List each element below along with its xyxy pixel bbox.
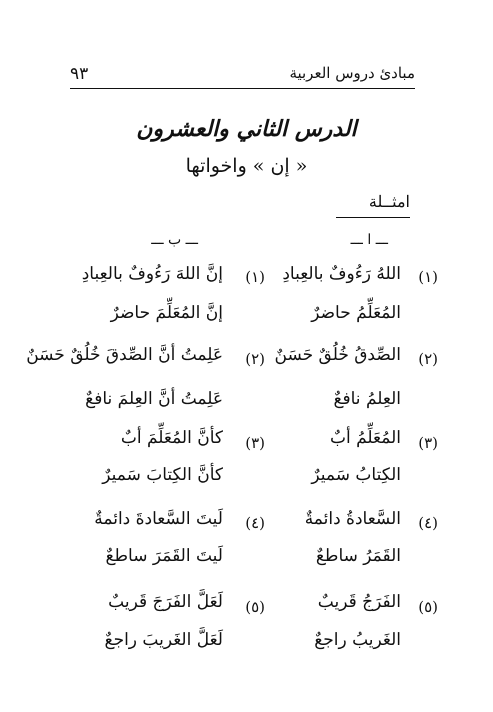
column-a-sentence: المُعَلِّمُ حاضرٌ: [311, 303, 401, 323]
example-number: (١): [418, 268, 438, 286]
examples-underline: [336, 217, 410, 218]
column-a-label: ـــ ا ـــ: [350, 232, 388, 248]
column-b-sentence: كأنَّ المُعَلِّمَ أبٌ: [120, 428, 223, 448]
page-number: ٩٣: [70, 64, 89, 84]
column-b-sentence: إنَّ المُعَلِّمَ حاضرٌ: [110, 303, 223, 323]
examples-label: امثــلة: [368, 192, 410, 211]
column-b-sentence: لَيتَ القَمَرَ ساطعٌ: [105, 546, 223, 566]
column-b-sentence: لَيتَ السَّعادةَ دائمةٌ: [94, 509, 223, 529]
book-title: مبادئ دروس العربية: [289, 64, 415, 82]
column-b-sentence: كأنَّ الكِتابَ سَميرٌ: [102, 465, 223, 485]
column-b-label: ـــ ب ـــ: [151, 232, 198, 248]
column-b-sentence: عَلِمتُ أنَّ العِلمَ نافعٌ: [85, 389, 223, 409]
column-a-sentence: السَّعادةُ دائمةٌ: [304, 509, 401, 529]
example-number: (٥): [418, 598, 438, 616]
column-a-sentence: القَمَرُ ساطعٌ: [315, 546, 401, 566]
column-a-sentence: اللهُ رَءُوفٌ بالعِبادِ: [282, 264, 401, 284]
column-a-sentence: العِلمُ نافعٌ: [333, 389, 401, 409]
example-number: (٤): [418, 514, 438, 532]
example-number: (٣): [245, 434, 265, 452]
example-number: (٣): [418, 434, 438, 452]
example-number: (٥): [245, 598, 265, 616]
page-header: [70, 62, 415, 88]
column-a-sentence: المُعَلِّمُ أبٌ: [329, 428, 401, 448]
lesson-subtitle: « إن » واخواتها: [185, 155, 308, 177]
header-rule: [70, 88, 415, 89]
column-b-sentence: إنَّ اللهَ رَءُوفٌ بالعِبادِ: [81, 264, 223, 284]
column-b-sentence: عَلِمتُ أنَّ الصِّدقَ خُلُقٌ حَسَنٌ: [26, 345, 223, 365]
lesson-title: الدرس الثاني والعشرون: [136, 116, 357, 142]
example-number: (٢): [245, 350, 265, 368]
column-a-sentence: الغَريبُ راجعٌ: [314, 630, 401, 650]
column-a-sentence: الفَرَجُ قَريبٌ: [317, 592, 401, 612]
example-number: (٤): [245, 514, 265, 532]
example-number: (٢): [418, 350, 438, 368]
column-b-sentence: لَعَلَّ الغَريبَ راجعٌ: [104, 630, 223, 650]
column-a-sentence: الكِتابُ سَميرٌ: [311, 465, 401, 485]
examples-heading: [330, 192, 410, 218]
column-b-sentence: لَعَلَّ الفَرَجَ قَريبٌ: [108, 592, 223, 612]
example-number: (١): [245, 268, 265, 286]
column-a-sentence: الصِّدقُ خُلُقٌ حَسَنٌ: [274, 345, 401, 365]
